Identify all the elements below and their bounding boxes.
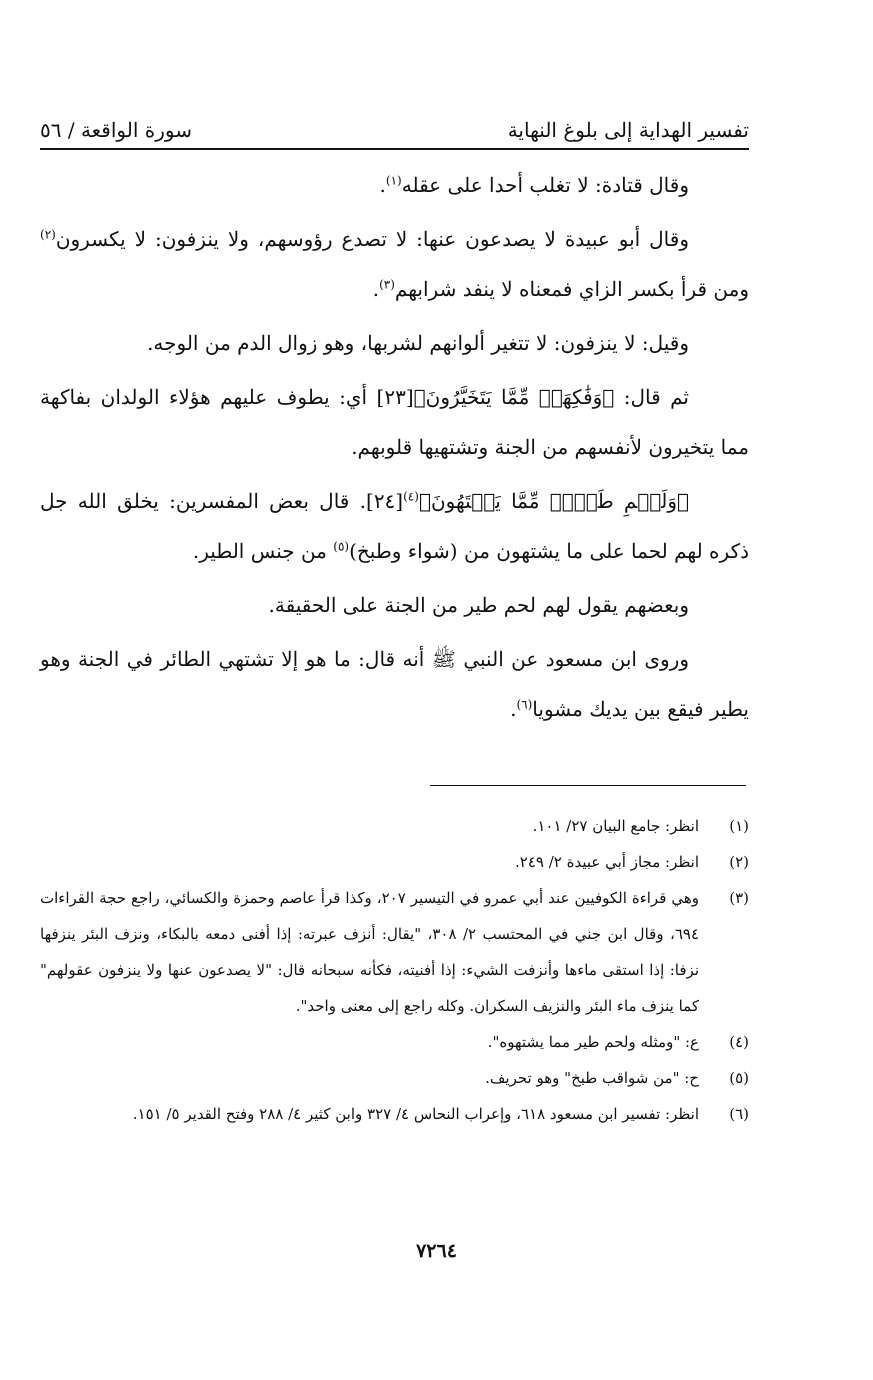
paragraph-2-text-a: وقال أبو عبيدة لا يصدعون عنها: لا تصدع رؤوسهم، ولا ينزفون: لا يكسرون xyxy=(55,227,689,251)
footnote-number: (٢) xyxy=(729,853,749,871)
running-header xyxy=(40,98,749,142)
paragraph-5-rest-a: . قال بعض المفسرين: يخلق الله جل ذكره لهم لحما على ما يشتهون من (شواء وطبخ) xyxy=(40,489,749,563)
footnote-text: ح: "من شواقب طبخ" وهو تحريف. xyxy=(485,1069,699,1087)
paragraph-4-lead: ثم قال: xyxy=(614,385,689,409)
footnote-item xyxy=(40,808,749,844)
quran-verse: ﴿وَلَحۡمِ طَيۡرٖ مِّمَّا يَشۡتَهُونَ﴾ xyxy=(418,489,690,513)
footnote-text: انظر: جامع البيان ٢٧/ ١٠١. xyxy=(532,817,699,835)
footnote-ref[interactable]: (١) xyxy=(385,173,402,188)
footnote-item xyxy=(40,880,749,1024)
paragraph-1 xyxy=(40,160,749,210)
footnote-text: انظر: تفسير ابن مسعود ٦١٨، وإعراب النحاس ٤/ ٣٢٧ وابن كثير ٤/ ٢٨٨ وفتح القدير ٥/ ١٥١. xyxy=(132,1105,699,1123)
footnote-ref[interactable]: (٦) xyxy=(516,697,533,712)
paragraph-7 xyxy=(40,634,749,734)
footnote-number: (٥) xyxy=(729,1069,749,1087)
paragraph-2 xyxy=(40,214,749,314)
footnote-number: (٣) xyxy=(729,889,749,907)
footnote-ref[interactable]: (٤) xyxy=(403,489,419,504)
paragraph-4 xyxy=(40,372,749,472)
footnote-ref[interactable]: (٥) xyxy=(333,539,350,554)
footnote-separator xyxy=(430,785,746,786)
verse-number: [٢٤] xyxy=(366,489,404,513)
footnote-item xyxy=(40,1024,749,1060)
footnote-number: (٦) xyxy=(729,1105,749,1123)
footnote-item xyxy=(40,844,749,880)
header-rule xyxy=(40,148,749,150)
paragraph-5-rest-b: من جنس الطير. xyxy=(192,539,334,563)
footnote-ref[interactable]: (٣) xyxy=(379,277,395,292)
paragraph-2-end: . xyxy=(372,277,380,301)
footnote-text: وهي قراءة الكوفيين عند أبي عمرو في التيسير ٢٠٧، وكذا قرأ عاصم وحمزة والكسائي، راجع حجة القراءات ٦٩٤، وقال ابن جني في المحتسب ٢/ ٣٠٨، "يقال: أنزف عبرته: إذا أفنى دمعه بالبكاء، ونزف البئر ينزفها نزفا: إذا استقى ماءها وأنزفت الشيء: إذا أفنيته، فكأنه سبحانه قال: "لا يصدعون عنها ولا ينزفون عقولهم" كما ينزف ماء البئر والنزيف السكران. وكله راجع إلى معنى واحد". xyxy=(40,889,699,1015)
paragraph-3-text: وقيل: لا ينزفون: لا تتغير ألوانهم لشربها، وهو زوال الدم من الوجه. xyxy=(147,331,689,355)
paragraph-1-text: وقال قتادة: لا تغلب أحدا على عقله xyxy=(401,173,689,197)
paragraph-7-text: وروى ابن مسعود عن النبي ﷺ أنه قال: ما هو إلا تشتهي الطائر في الجنة وهو يطير فيقع بين يديك مشويا xyxy=(40,647,749,721)
paragraph-3 xyxy=(40,318,749,368)
footnote-text: ع: "ومثله ولحم طير مما يشتهوه". xyxy=(487,1033,699,1051)
paragraph-7-end: . xyxy=(510,697,517,721)
quran-verse: ﴿وَفَٰكِهَةٖ مِّمَّا يَتَخَيَّرُونَ﴾ xyxy=(413,385,615,409)
footnote-ref[interactable]: (٢) xyxy=(40,227,56,242)
main-text xyxy=(40,160,749,738)
book-title: تفسير الهداية إلى بلوغ النهاية xyxy=(507,118,749,142)
footnote-text: انظر: مجاز أبي عبيدة ٢/ ٢٤٩. xyxy=(514,853,699,871)
footnote-item xyxy=(40,1096,749,1132)
surah-title: سورة الواقعة / ٥٦ xyxy=(40,118,192,142)
paragraph-6-text: وبعضهم يقول لهم لحم طير من الجنة على الحقيقة. xyxy=(268,593,689,617)
paragraph-6 xyxy=(40,580,749,630)
verse-number: [٢٣] xyxy=(376,385,414,409)
footnote-number: (٤) xyxy=(729,1033,749,1051)
paragraph-5 xyxy=(40,476,749,576)
footnotes xyxy=(40,808,749,1132)
footnote-number: (١) xyxy=(729,817,749,835)
footnote-item xyxy=(40,1060,749,1096)
paragraph-1-end: . xyxy=(379,173,386,197)
paragraph-2-text-b: ومن قرأ بكسر الزاي فمعناه لا ينفد شرابهم xyxy=(394,277,749,301)
paragraph-4-rest: أي: يطوف عليهم هؤلاء الولدان بفاكهة مما يتخيرون لأنفسهم من الجنة وتشتهيها قلوبهم. xyxy=(40,385,749,459)
page-number: ٧٢٦٤ xyxy=(416,1240,457,1262)
